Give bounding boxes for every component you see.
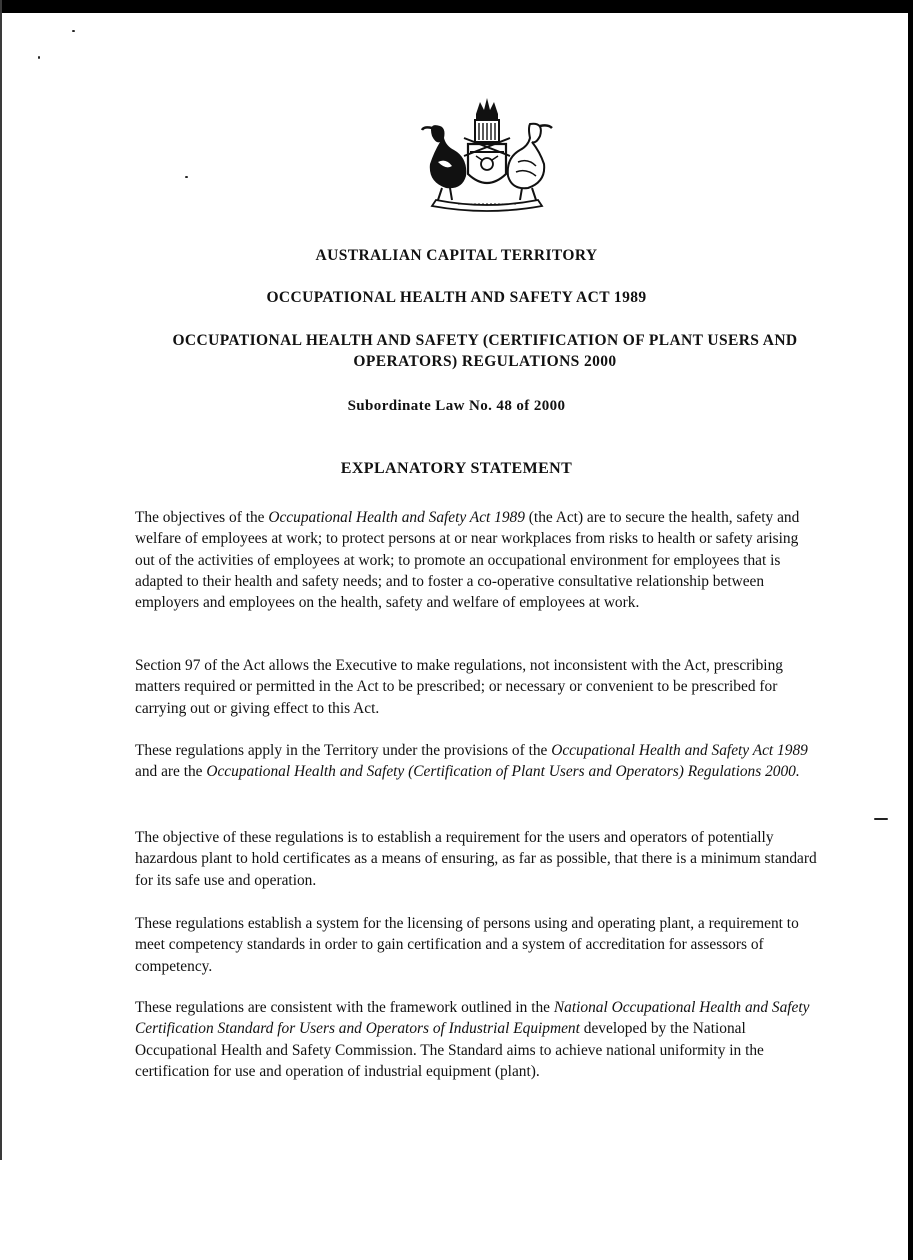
- paragraph-application: [135, 740, 817, 783]
- act-heading: OCCUPATIONAL HEALTH AND SAFETY ACT 1989: [266, 289, 647, 306]
- explanatory-statement-title: EXPLANATORY STATEMENT: [340, 460, 573, 477]
- scan-border-right: [908, 0, 913, 1260]
- act-title-reference: Occupational Health and Safety Act 1989: [268, 509, 525, 526]
- paragraph-licensing-system: [135, 913, 817, 977]
- scan-speck: [874, 818, 888, 820]
- paragraph-text: and are the: [135, 763, 207, 781]
- paragraph-text: These regulations apply in the Territory under the provisions of the: [135, 742, 552, 759]
- paragraph-text: developed by the National Occupational Health and Safety Commission. The Standard aims to achieve national uniformity in the certification for use and operation of industrial equipment (plant).: [135, 1020, 764, 1080]
- act-coat-of-arms-icon: [418, 92, 556, 216]
- paragraph-objectives: [135, 507, 817, 613]
- regulations-title-reference: Occupational Health and Safety (Certification of Plant Users and Operators) Regulations 2000.: [206, 763, 800, 781]
- paragraph-regulation-objective: [135, 827, 817, 891]
- scan-speck: [38, 56, 40, 59]
- paragraph-text: Section 97 of the Act allows the Executive to make regulations, not inconsistent with the Act, prescribing matters required or permitted in the Act to be prescribed; or necessary or convenient to be prescribed for carrying out or giving effect to this Act.: [135, 657, 783, 717]
- scan-speck: [185, 176, 188, 178]
- paragraph-text: The objectives of the: [135, 509, 269, 526]
- paragraph-text: These regulations are consistent with the framework outlined in the: [135, 999, 554, 1016]
- subordinate-law-number: Subordinate Law No. 48 of 2000: [347, 398, 566, 414]
- paragraph-text: (the Act) are to secure the health, safety and welfare of employees at work; to protect persons at or near workplaces from risks to health or safety arising out of the activities of employees at work; to promote an occupational environment for employees that is adapted to their health and safety needs; and to foster a co-operative consultative relationship between employers and employees on the health, safety and welfare of employees at work.: [135, 509, 800, 612]
- standard-title-reference: National Occupational Health and Safety Certification Standard for Users and Operators of Industrial Equipment: [135, 999, 810, 1038]
- paragraph-section-97: [135, 655, 817, 719]
- regulations-heading: OCCUPATIONAL HEALTH AND SAFETY (CERTIFICATION OF PLANT USERS AND OPERATORS) REGULATIONS 2000: [172, 332, 798, 370]
- paragraph-text: The objective of these regulations is to establish a requirement for the users and operators of potentially hazardous plant to hold certificates as a means of ensuring, as far as possible, that there is a minimum standard for its safe use and operation.: [135, 829, 817, 889]
- act-title-reference: Occupational Health and Safety Act 1989: [551, 742, 808, 759]
- scan-speck: [72, 30, 75, 32]
- scan-border-top: [0, 0, 913, 13]
- territory-heading: AUSTRALIAN CAPITAL TERRITORY: [315, 247, 598, 264]
- scan-border-left: [0, 0, 2, 1160]
- paragraph-text: These regulations establish a system for the licensing of persons using and operating plant, a requirement to meet competency standards in order to gain certification and a system of accreditation for assessors of competency.: [135, 915, 799, 975]
- paragraph-national-framework: [135, 997, 817, 1082]
